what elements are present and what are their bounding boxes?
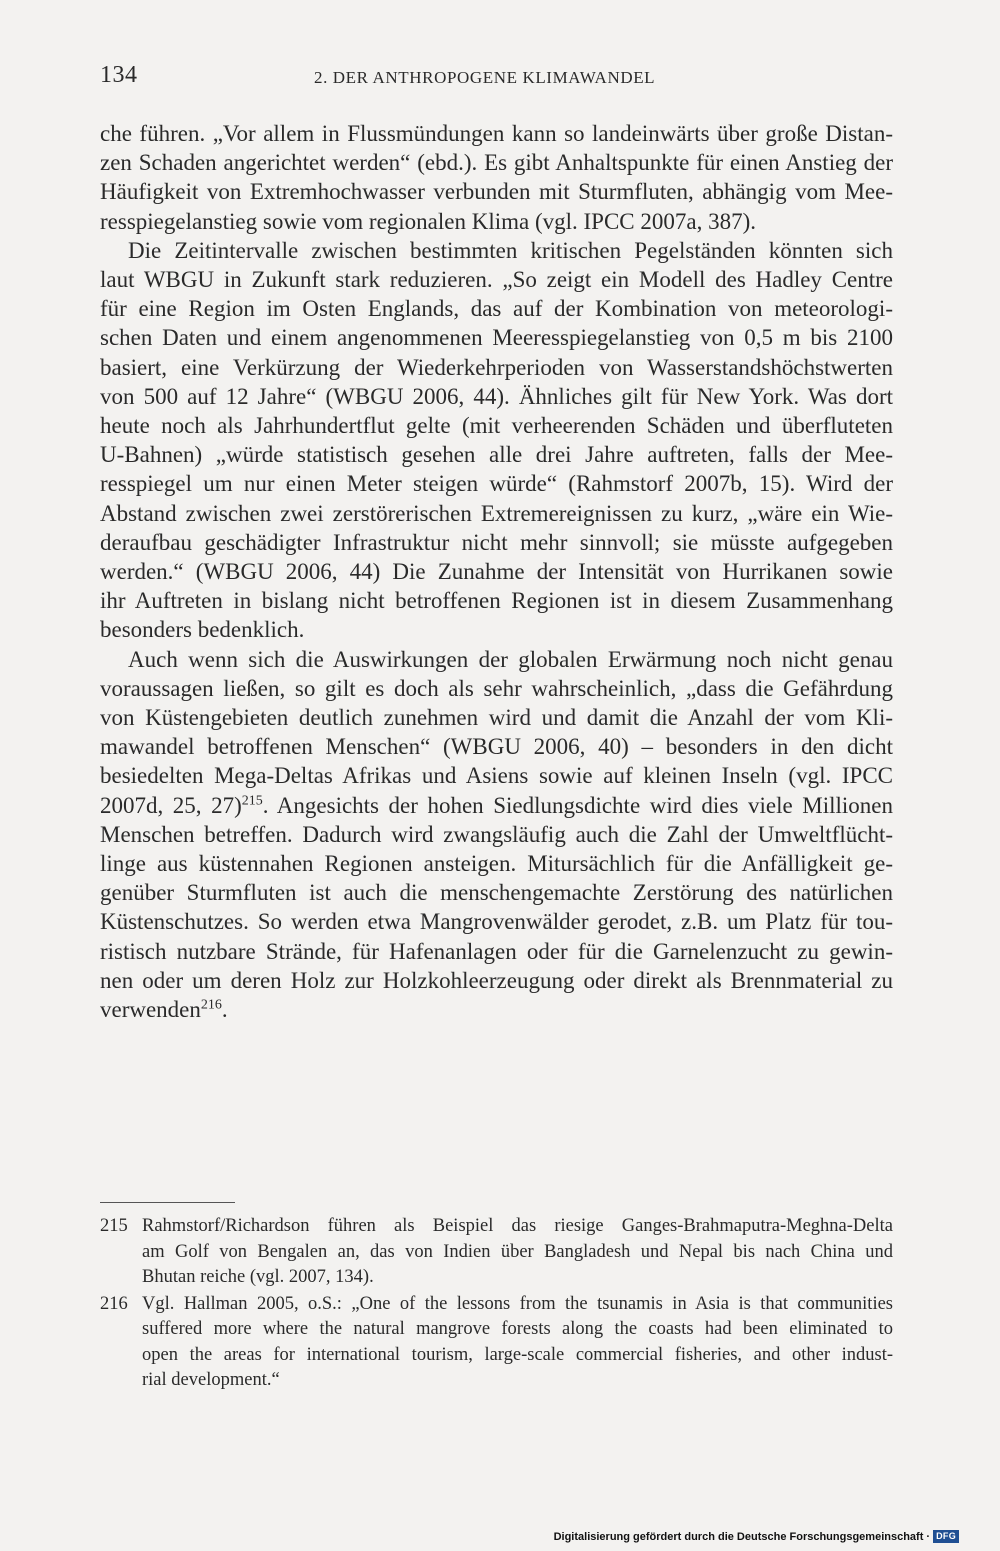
text-line xyxy=(100,995,893,1024)
text-line: nen oder um deren Holz zur Holzkohleerzeugung oder direkt als Brennmaterial zu xyxy=(100,967,893,993)
page-number: 134 xyxy=(100,62,138,88)
footnotes xyxy=(100,1214,893,1395)
body-text xyxy=(100,119,893,1024)
text-line: werden.“ (WBGU 2006, 44) Die Zunahme der Intensität von Hurrikanen sowie xyxy=(100,559,893,585)
text-line: U-Bahnen) „würde statistisch gesehen alle drei Jahre auftreten, falls der Mee- xyxy=(100,442,893,468)
page-header xyxy=(100,62,893,94)
footnote-216 xyxy=(100,1292,893,1394)
footnote-text xyxy=(142,1292,893,1394)
text-line: Die Zeitintervalle zwischen bestimmten kritischen Pegelständen könnten sich xyxy=(128,237,893,263)
text-line: von 500 auf 12 Jahre“ (WBGU 2006, 44). Ähnliches gilt für New York. Was dort xyxy=(100,383,893,409)
footnote-line: Vgl. Hallman 2005, o.S.: „One of the lessons from the tsunamis in Asia is that communities xyxy=(142,1293,893,1314)
footnote-line: rial development.“ xyxy=(142,1370,280,1390)
text-line: ihr Auftreten in bislang nicht betroffenen Regionen ist in diesem Zusammenhang xyxy=(100,588,893,614)
footnote-ref-215[interactable]: 215 xyxy=(241,793,263,809)
footnote-line: Bhutan reiche (vgl. 2007, 134). xyxy=(142,1267,374,1287)
text-line: resspiegelanstieg sowie vom regionalen Klima (vgl. IPCC 2007a, 387). xyxy=(100,208,757,234)
text-line: mawandel betroffenen Menschen“ (WBGU 2006, 40) – besonders in den dicht xyxy=(100,734,893,760)
text-segment: 2007d, 25, 27) xyxy=(100,792,242,818)
credit-text: Digitalisierung gefördert durch die Deutsche Forschungsgemeinschaft · xyxy=(553,1530,931,1543)
text-segment: . xyxy=(221,997,228,1023)
text-line: genüber Sturmfluten ist auch die menschengemachte Zerstörung des natürlichen xyxy=(100,880,893,906)
text-line: deraufbau geschädigter Infrastruktur nicht mehr sinnvoll; sie müsste aufgegeben xyxy=(100,529,893,555)
footnote-text xyxy=(142,1214,893,1291)
text-line: ristisch nutzbare Strände, für Hafenanlagen oder für die Garnelenzucht zu gewin- xyxy=(100,938,893,964)
text-line: für eine Region im Osten Englands, das auf der Kombination von meteorologi- xyxy=(100,296,893,322)
footnote-line: open the areas for international tourism, large-scale commercial fisheries, and other indust- xyxy=(142,1344,893,1365)
footnote-line: Rahmstorf/Richardson führen als Beispiel das riesige Ganges-Brahmaputra-Meghna-Delta xyxy=(142,1216,893,1236)
paragraph-1 xyxy=(100,119,893,236)
text-line: besiedelten Mega-Deltas Afrikas und Asiens sowie auf kleinen Inseln (vgl. IPCC xyxy=(100,763,893,789)
footnote-ref-216[interactable]: 216 xyxy=(200,997,222,1013)
text-line: zen Schaden angerichtet werden“ (ebd.). Es gibt Anhaltspunkte für einen Anstieg der xyxy=(100,150,893,176)
text-line: Häufigkeit von Extremhochwasser verbunden mit Sturmfluten, abhängig vom Mee- xyxy=(100,179,893,205)
text-line: besonders bedenklich. xyxy=(100,617,305,643)
text-line: schen Daten und einem angenommenen Meeresspiegelanstieg von 0,5 m bis 2100 xyxy=(100,325,893,351)
text-line: Menschen betreffen. Dadurch wird zwangsläufig auch die Zahl der Umweltflücht- xyxy=(100,821,893,847)
text-line xyxy=(100,791,893,820)
text-line: che führen. „Vor allem in Flussmündungen kann so landeinwärts über große Distan- xyxy=(100,121,893,146)
text-line: Abstand zwischen zwei zerstörerischen Extremereignissen zu kurz, „wäre ein Wie- xyxy=(100,500,893,526)
text-line: basiert, eine Verkürzung der Wiederkehrperioden von Wasserstandshöchstwerten xyxy=(100,354,893,380)
text-line: Küstenschutzes. So werden etwa Mangrovenwälder gerodet, z.B. um Platz für tou- xyxy=(100,909,893,935)
text-segment: . Angesichts der hohen Siedlungsdichte wird dies viele Millionen xyxy=(262,792,893,818)
footnote-line: am Golf von Bengalen an, das von Indien über Bangladesh und Nepal bis nach China und xyxy=(142,1241,893,1262)
text-line: laut WBGU in Zukunft stark reduzieren. „So zeigt ein Modell des Hadley Centre xyxy=(100,267,893,293)
footnote-line: suffered more where the natural mangrove forests along the coasts had been eliminated to xyxy=(142,1319,893,1339)
footnote-number: 215 xyxy=(100,1216,128,1236)
text-line: voraussagen ließen, so gilt es doch als sehr wahrscheinlich, „dass die Gefährdung xyxy=(100,675,893,701)
text-line: heute noch als Jahrhundertflut gelte (mit verheerenden Schäden und überfluteten xyxy=(100,413,893,439)
dfg-logo-icon: DFG xyxy=(933,1530,959,1543)
footnote-215 xyxy=(100,1214,893,1291)
paragraph-2 xyxy=(100,236,893,645)
text-line: resspiegel um nur einen Meter steigen würde“ (Rahmstorf 2007b, 15). Wird der xyxy=(100,471,893,497)
running-title: 2. DER ANTHROPOGENE KLIMAWANDEL xyxy=(314,68,656,87)
footnote-number: 216 xyxy=(100,1293,128,1314)
text-segment: verwenden xyxy=(100,997,201,1023)
digitization-credit xyxy=(554,1530,959,1543)
text-line: linge aus küstennahen Regionen ansteigen. Mitursächlich für die Anfälligkeit ge- xyxy=(100,851,893,877)
footnote-divider xyxy=(100,1202,235,1203)
paragraph-3 xyxy=(100,645,893,1025)
text-line: von Küstengebieten deutlich zunehmen wird und damit die Anzahl der vom Kli- xyxy=(100,705,893,731)
text-line: Auch wenn sich die Auswirkungen der globalen Erwärmung noch nicht genau xyxy=(128,646,893,672)
